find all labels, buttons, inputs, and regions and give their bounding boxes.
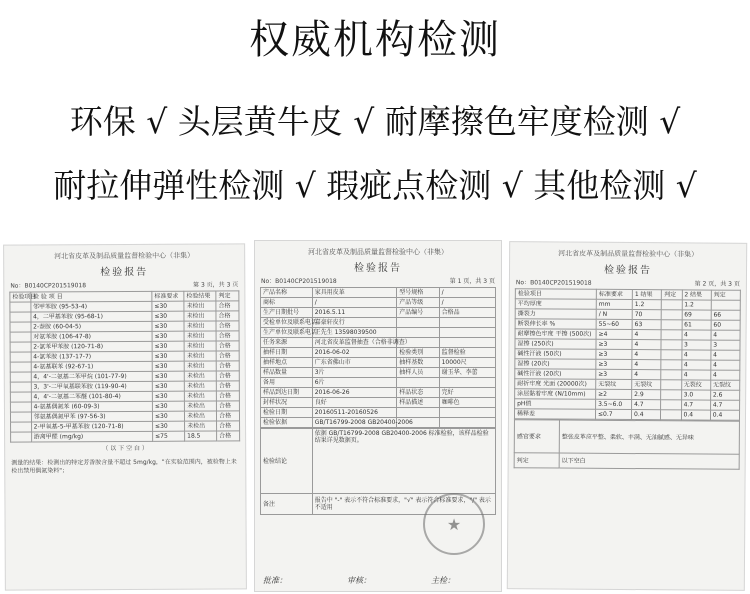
table-cell: 0.4	[681, 410, 710, 420]
table-cell: 4	[711, 330, 740, 340]
table-cell: ≤30	[152, 401, 184, 411]
table-cell	[439, 328, 495, 338]
table-cell: 4	[682, 330, 711, 340]
table-cell: ≤75	[153, 431, 185, 441]
inspection-seal	[423, 493, 485, 555]
remark-label: 备注	[261, 494, 313, 515]
table-cell: 18.5	[185, 431, 217, 441]
table-cell: 10000尺	[439, 358, 495, 368]
table-cell: 63	[632, 320, 661, 330]
table-cell	[10, 322, 31, 332]
table-cell: 60	[711, 320, 740, 330]
page-title: 权威机构检测	[249, 17, 501, 63]
table-cell: ≥2	[596, 389, 632, 399]
table-cell: 66	[711, 310, 740, 320]
table-cell: 未检出	[184, 381, 216, 391]
table-cell: ≤30	[152, 301, 184, 311]
table-cell: 4	[632, 370, 661, 380]
table-cell: 未检出	[184, 331, 216, 341]
table-cell	[711, 300, 740, 310]
table-cell	[661, 340, 681, 350]
table-cell	[10, 402, 31, 412]
table-cell	[10, 352, 31, 362]
table-cell	[661, 320, 681, 330]
table-cell	[661, 380, 681, 390]
table-cell: ≥3	[596, 359, 632, 369]
table-cell: 4，4'-二氨基二苯甲烷 (101-77-9)	[31, 371, 152, 382]
table-cell: 2-萘胺 (60-04-5)	[31, 321, 152, 332]
table-cell: ≥3	[596, 339, 632, 349]
seal-star-icon: ★	[446, 514, 462, 534]
table-cell: 型号规格	[397, 288, 439, 298]
remark-text: 报告中 "-" 表示不符合标准要求，"√" 表示符合标准要求，"/" 表示不适用	[312, 494, 495, 515]
table-cell: 合格	[216, 331, 239, 341]
table-cell: 邻甲苯胺 (95-53-4)	[31, 301, 152, 312]
table-cell	[10, 302, 31, 312]
table-cell: 未检出	[184, 391, 216, 401]
report-blank-note: （ 以 下 空 白 ）	[102, 444, 148, 453]
table-cell: 合格	[216, 361, 239, 371]
table-cell: 合格	[216, 301, 239, 311]
table-cell: ≤30	[152, 411, 184, 421]
table-cell: 样品描述	[397, 398, 439, 408]
table-cell: 无裂纹	[681, 380, 710, 390]
table-cell: 未检出	[184, 351, 216, 361]
test-report-page-2	[507, 241, 747, 591]
table-cell	[439, 408, 495, 418]
table-cell: 未检出	[184, 371, 216, 381]
table-row	[261, 388, 496, 398]
table-cell: 2.9	[632, 390, 661, 400]
verdict-text: 以下空白	[559, 453, 739, 469]
verdict-label: 判定	[514, 453, 559, 468]
table-cell	[397, 408, 439, 418]
table-cell: 3，3'-二甲氧基联苯胺 (119-90-4)	[31, 381, 152, 392]
table-cell: 耐折牢度 光面 (20000次)	[515, 379, 596, 390]
table-cell	[439, 338, 495, 348]
table-cell: 0.4	[710, 410, 739, 420]
table-cell	[661, 400, 681, 410]
table-cell: 样品数量	[261, 368, 313, 378]
table-cell: 抽样地点	[261, 358, 313, 368]
table-cell: 邻氨基偶氮甲苯 (97-56-3)	[31, 411, 152, 422]
table-cell: 2016.5.11	[312, 308, 397, 318]
table-cell: 合格	[216, 401, 239, 411]
table-cell: ≤0.7	[595, 409, 631, 419]
table-cell: 广东省佛山市	[312, 358, 397, 368]
table-header-cell: 检验结果	[184, 291, 216, 301]
table-row	[261, 328, 496, 338]
table-cell: 检验类别	[397, 348, 439, 358]
table-cell: 0.4	[631, 410, 660, 420]
table-cell: 生产单位及联系电话	[261, 328, 313, 338]
table-header-cell: 2 结果	[682, 290, 711, 300]
table-cell: ≤30	[152, 351, 184, 361]
table-row	[261, 378, 496, 388]
table-cell: 合格	[217, 431, 240, 441]
table-cell	[10, 392, 31, 402]
report-page: 第 2 页，共 3 页	[694, 280, 740, 288]
table-cell	[11, 432, 32, 442]
table-cell: 未检出	[184, 361, 216, 371]
table-cell: 抽样日期	[261, 348, 313, 358]
table-cell	[397, 318, 439, 328]
table-cell: 合格	[216, 351, 239, 361]
table-header-cell: 判定	[662, 290, 682, 300]
table-cell: 61	[682, 320, 711, 330]
table-cell: 合格	[217, 421, 240, 431]
table-cell	[439, 418, 495, 428]
table-cell: 4	[681, 360, 710, 370]
table-cell: /	[439, 288, 495, 298]
table-cell	[11, 422, 32, 432]
table-cell: 3	[711, 340, 740, 350]
table-cell: 合格	[216, 381, 239, 391]
table-cell: 4	[632, 340, 661, 350]
table-cell: 3.0	[681, 390, 710, 400]
table-cell: 合格	[216, 391, 239, 401]
table-cell: 游离甲醛 (mg/kg)	[31, 431, 152, 442]
table-row	[261, 338, 496, 348]
table-cell: 良好	[312, 398, 397, 408]
table-cell: 产品名称	[261, 288, 313, 298]
sensory-text: 整张皮革应平整、柔软、丰满、无油腻感、无异味	[559, 420, 739, 454]
table-header-cell: 检验项目	[10, 292, 31, 302]
table-cell	[661, 370, 681, 380]
table-cell: 未检出	[184, 301, 216, 311]
table-cell: 未检出	[184, 311, 216, 321]
table-cell: ≥3	[596, 349, 632, 359]
table-row	[261, 288, 496, 298]
table-cell: ≤30	[152, 371, 184, 381]
table-cell: 4	[711, 350, 740, 360]
table-cell: 2-氯苯甲苯胺 (120-71-8)	[31, 341, 152, 352]
table-cell	[439, 378, 495, 388]
report-page: 第 1 页，共 3 页	[449, 278, 495, 285]
table-cell: 1.2	[682, 300, 711, 310]
table-cell: 家具用皮革	[312, 288, 397, 298]
table-cell: 完好	[439, 388, 495, 398]
table-cell: 受检单位及联系电话	[261, 318, 313, 328]
table-cell: 2.6	[710, 390, 739, 400]
table-row	[261, 308, 496, 318]
table-cell: 4，二甲基苯胺 (95-68-1)	[31, 311, 152, 322]
table-row	[261, 318, 496, 328]
table-cell: 合格品	[439, 308, 495, 318]
table-cell: 4	[632, 330, 661, 340]
table-cell	[661, 330, 681, 340]
signature-review: 审核：	[347, 576, 371, 585]
table-cell	[10, 362, 31, 372]
table-cell: 55~60	[596, 319, 632, 329]
table-cell: 断裂伸长率 %	[515, 319, 596, 330]
table-cell: 4-氨基联苯 (92-67-1)	[31, 361, 152, 372]
table-header-cell: 判定	[711, 290, 740, 300]
table-row	[261, 358, 496, 368]
table-cell: 咖啡色	[439, 398, 495, 408]
table-header-cell: 标准要求	[152, 291, 184, 301]
table-cell: ≤30	[152, 311, 184, 321]
table-cell	[10, 382, 31, 392]
table-cell: 合格	[216, 311, 239, 321]
table-cell: 涂层黏着牢度 (N/10mm)	[515, 389, 596, 400]
table-cell: 4-氯苯胺 (137-17-7)	[31, 351, 152, 362]
table-cell: 检验日期	[261, 408, 313, 418]
table-row	[261, 348, 496, 358]
table-cell: ≤30	[152, 341, 184, 351]
table-cell: 王先生 13598039500	[312, 328, 397, 338]
table-cell: 4-氨基偶氮苯 (60-09-3)	[31, 401, 152, 412]
table-cell: 生产日期批号	[261, 308, 313, 318]
report-page: 第 3 页，共 3 页	[193, 281, 239, 289]
test-report-page-3	[3, 243, 247, 590]
table-cell: 未检出	[184, 401, 216, 411]
table-row	[261, 418, 496, 428]
table-cell: 4.7	[681, 400, 710, 410]
sensory-table	[514, 419, 740, 470]
report-number: No：B0140CP201519018	[10, 282, 87, 290]
table-cell: 69	[682, 310, 711, 320]
feature-line-2: 耐拉伸弹性检测 √ 瑕疵点检测 √ 其他检测 √	[53, 166, 697, 205]
report-title: 检验报告	[100, 266, 149, 279]
report-table	[514, 288, 741, 421]
report-title: 检验报告	[603, 264, 653, 277]
table-row	[261, 398, 496, 408]
report-org: 河北省皮革及制品质量监督检验中心（非集）	[558, 249, 699, 259]
report-footnote: 测量的结果：检测出的特定芳香胺含量不超过 5mg/kg，"在实验范围内，被检物上未检出禁用偶氮染料"；	[11, 458, 237, 475]
table-cell: 合格	[216, 341, 239, 351]
table-cell: 无裂纹	[596, 379, 632, 389]
table-cell	[661, 350, 681, 360]
table-cell: 撕裂力	[515, 309, 596, 320]
table-cell: GB/T16799-2008 GB20400-2006	[312, 418, 397, 428]
table-header-cell: 检验项目	[515, 289, 596, 300]
table-cell: 合格	[217, 411, 240, 421]
report-number: No：B0140CP201519018	[261, 278, 337, 285]
table-cell: 备用	[261, 378, 313, 388]
table-cell: 河北省皮革监督抽查（合格非调查）	[312, 338, 397, 348]
table-cell: 耐摩擦色牢度 干擦 (500次)	[515, 329, 596, 340]
table-cell: 未检出	[185, 421, 217, 431]
table-cell: /	[312, 298, 397, 308]
table-cell: 产品编号	[397, 308, 439, 318]
table-cell: 监督检验	[439, 348, 495, 358]
table-cell: 3片	[312, 368, 397, 378]
table-cell: 稀释差	[514, 409, 595, 420]
table-cell: 样品到达日期	[261, 388, 313, 398]
report-table	[260, 287, 496, 428]
table-cell	[661, 410, 681, 420]
table-cell: 无裂纹	[710, 380, 739, 390]
table-cell: / N	[596, 309, 632, 319]
table-cell	[397, 378, 439, 388]
sensory-label: 感官要求	[514, 420, 559, 453]
table-cell: ≥3	[596, 369, 632, 379]
report-org: 河北省皮革及制品质量监督检验中心（非集）	[54, 251, 195, 261]
table-cell: 对氨苯胺 (106-47-8)	[31, 331, 152, 342]
table-cell: 4	[681, 350, 710, 360]
table-header-cell: 1 结果	[632, 290, 661, 300]
table-row	[11, 431, 240, 442]
table-header-cell: 标准要求	[596, 289, 632, 299]
table-cell	[439, 318, 495, 328]
table-cell	[661, 390, 681, 400]
table-cell	[10, 342, 31, 352]
table-cell: /	[439, 298, 495, 308]
test-report-page-1	[254, 240, 502, 592]
table-cell: 2-甲氧基-5-甲基苯胺 (120-71-8)	[31, 421, 152, 432]
table-cell: 产品等级	[397, 298, 439, 308]
table-cell: 1.2	[632, 300, 661, 310]
table-cell: 4.7	[710, 400, 739, 410]
feature-line-1: 环保 √ 头层黄牛皮 √ 耐摩擦色牢度检测 √	[69, 102, 681, 141]
conclusion-label: 检验结论	[261, 429, 313, 494]
report-title: 检验报告	[354, 263, 402, 274]
table-cell: ≥4	[596, 329, 632, 339]
table-cell: 未检出	[185, 411, 217, 421]
table-cell: 合格	[216, 321, 239, 331]
table-cell: 4	[711, 360, 740, 370]
table-cell: 4	[711, 370, 740, 380]
table-cell: ≤30	[152, 381, 184, 391]
table-cell: 合格	[216, 371, 239, 381]
table-cell	[10, 312, 31, 322]
table-cell: 20160511-20160526	[312, 408, 397, 418]
table-cell: 任务来源	[261, 338, 313, 348]
table-cell: 平均厚度	[515, 299, 596, 310]
report-org: 河北省皮革及制品质量监督检验中心（非集）	[308, 248, 448, 256]
table-header-cell: 检 验 项 目	[30, 291, 151, 302]
table-cell	[10, 372, 31, 382]
table-cell: 检验依据	[261, 418, 313, 428]
table-cell: 湿擦 (20次)	[515, 359, 596, 370]
conclusion-text: 依据 GB/T16799-2008 GB20400-2006 标准检验，该样品检验结果详见数据页。	[312, 429, 495, 494]
table-cell	[661, 300, 681, 310]
report-table	[9, 290, 240, 442]
table-cell: 谢玉华、李蕾	[439, 368, 495, 378]
report-number: No：B0140CP201519018	[515, 279, 592, 287]
table-cell: ≤30	[152, 321, 184, 331]
table-cell	[661, 360, 681, 370]
table-cell: 6片	[312, 378, 397, 388]
table-row	[261, 368, 496, 378]
table-cell: 碱性汗液 (50次)	[515, 349, 596, 360]
table-cell: 样品状态	[397, 388, 439, 398]
table-cell	[10, 332, 31, 342]
table-cell: 4，4'-二氨基二苯醚 (101-80-4)	[31, 391, 152, 402]
table-cell: 未检出	[184, 321, 216, 331]
table-cell: 碱性汗液 (20次)	[515, 369, 596, 380]
table-cell: 抽样人员	[397, 368, 439, 378]
table-cell: mm	[596, 299, 632, 309]
table-cell: 70	[632, 310, 661, 320]
table-cell	[10, 412, 31, 422]
table-cell: ≤30	[152, 391, 184, 401]
table-header-cell: 判定	[216, 291, 239, 301]
table-cell: 湿擦 (250次)	[515, 339, 596, 350]
table-cell: ≤30	[152, 361, 184, 371]
table-cell: 4	[681, 370, 710, 380]
table-cell: ≤30	[153, 421, 185, 431]
table-cell: 抽样基数	[397, 358, 439, 368]
table-cell: ≤30	[152, 331, 184, 341]
table-cell: 3	[681, 340, 710, 350]
table-row	[261, 408, 496, 418]
table-cell: 无裂纹	[632, 380, 661, 390]
table-cell: 4	[632, 350, 661, 360]
table-cell: 4.7	[632, 400, 661, 410]
signature-approve: 批准：	[263, 576, 287, 585]
table-cell	[661, 310, 681, 320]
table-row	[261, 298, 496, 308]
table-cell: 3.5~6.0	[596, 399, 632, 409]
table-cell: 2016-06-02	[312, 348, 397, 358]
table-cell: 2016-06-26	[312, 388, 397, 398]
table-cell: 商标	[261, 298, 313, 308]
table-cell	[397, 328, 439, 338]
table-cell: 封样状况	[261, 398, 313, 408]
table-cell: pH值	[515, 399, 596, 410]
signature-test: 主检：	[431, 576, 455, 585]
table-cell: 嘉豪轩皮行	[312, 318, 397, 328]
table-cell: 4	[632, 360, 661, 370]
table-cell: 未检出	[184, 341, 216, 351]
